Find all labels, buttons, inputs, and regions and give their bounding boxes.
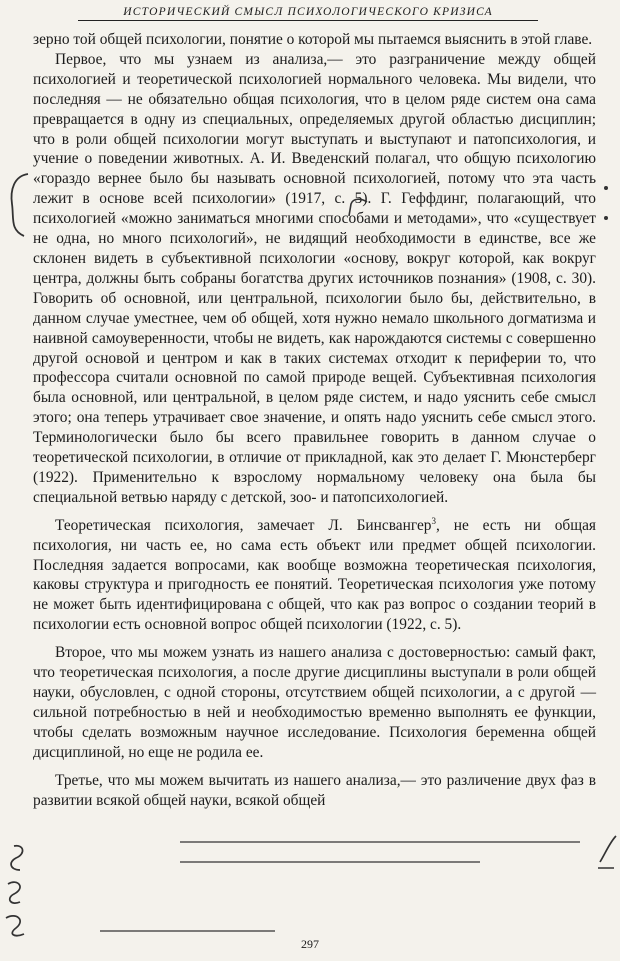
margin-scribble-mark [0,840,32,940]
footnote-ref: 3 [431,515,436,526]
paragraph-5: Третье, что мы можем вычитать из нашего анализа,— это различение двух фаз в развитии всякой общей науки, всякой общей [33,771,596,809]
margin-dot-mark [600,182,612,194]
paragraph-4: Второе, что мы можем узнать из нашего анализа с достоверностью: самый факт, что теоретическая психология, а после другие дисциплины выступали в роли общей науки, обусловлен, с одной стороны, отсутствием общей психологии, а с другой — сильной потребностью в ней и необходимостью временно выполнять ее функции, чтобы сделать возможным научное исследование. Психология беременна общей дисциплиной, но еще не родила ее. [33,644,596,761]
underline-mark [180,838,600,872]
margin-check-mark [596,832,618,872]
paragraph-3-text-cont: , не есть ни общая психология, ни часть ее, но сама есть объект или предмет общей психологии. Последняя задается вопросами, как вообще возможна теоретическая психология, каковы структура и пригодность ее понятий. Теоретическая психология уже потому не может быть идентифицирована с общей, что как раз вопрос о создании теорий в психологии есть основной вопрос общей психологии (1922, с. 5). [33,516,597,634]
margin-dot-mark-2 [600,212,612,224]
running-header: ИСТОРИЧЕСКИЙ СМЫСЛ ПСИХОЛОГИЧЕСКОГО КРИЗИСА [78,6,538,21]
page-number: 297 [301,937,319,951]
body-text [33,30,596,810]
paragraph-1: зерно той общей психологии, понятие о которой мы пытаемся выяснить в этой главе. [33,31,593,48]
bracket-mark-inline [345,196,369,218]
paragraph-2: Первое, что мы узнаем из анализа,— это разграничение между общей психологией и теоретической психологией нормального человека. Мы видели, что последняя — не обязательно общая психология, что в целом ряде систем она сама превращается в одну из специальных, определяемых другой областью дисциплин; что в роли общей психологии могут выступать и выступают и патопсихология, и учение о поведении животных. А. И. Введенский полагал, что общую психологию «гораздо вернее было бы называть основной психологией, потому что эта часть лежит в основе всей психологии» (1917, с. 5). Г. Геффдинг, полагающий, что психологией «можно заниматься многими способами и методами», что «существует не одна, но много психологий», не видящий необходимости в единстве, все же склонен видеть в субъективной психологии «основу, вокруг которой, как вокруг центра, должны быть собраны богатства других источников познания» (1908, с. 30). Говорить об основной, или центральной, психологии было бы, действительно, в данном случае уместнее, чем об общей, хотя нужно немало школьного догматизма и наивной самоуверенности, чтобы не видеть, как нарождаются системы с совершенно другой основой и центром и как в таких системах отходит к периферии то, что профессора считали основной по самой природе вещей. Субъективная психология была основной, или центральной, в целом ряде систем, и надо уяснить себе смысл этого; она теперь утрачивает свое значение, и опять надо уяснить себе смысл этого. Терминологически было бы всего правильнее говорить в данном случае о теоретической психологии, в отличие от прикладной, как это делает Г. Мюнстерберг (1922). Применительно к взрослому нормальному человеку она была бы специальной ветвью наряду с детской, зоо- и патопсихологией. [33,50,596,506]
paragraph-3-text: Теоретическая психология, замечает Л. Бинсвангер [55,516,432,534]
margin-bracket-mark [2,170,32,240]
paragraph-3 [33,516,596,635]
underline-mark-2 [100,928,280,934]
